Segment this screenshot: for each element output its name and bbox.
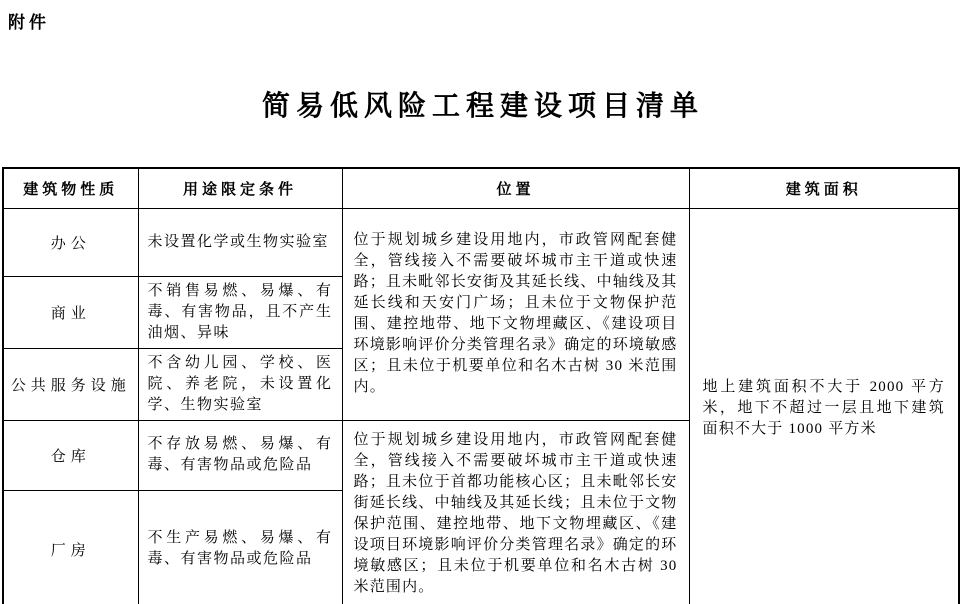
project-list-table <box>2 167 960 604</box>
cell-condition-factory: 不生产易燃、易爆、有毒、有害物品或危险品 <box>138 490 342 604</box>
cell-location-group1: 位于规划城乡建设用地内，市政管网配套健全，管线接入不需要破坏城市主干道或快速路；且未毗邻长安街及其延长线、中轴线及其延长线和天安门广场；且未位于文物保护范围、建控地带、地下文物埋藏区、《建设项目环境影响评价分类管理名录》确定的环境敏感区；且未位于机要单位和名木古树 30 米范围内。 <box>342 208 689 420</box>
cell-floor-area: 地上建筑面积不大于 2000 平方米，地下不超过一层且地下建筑面积不大于 1000 平方米 <box>689 208 959 604</box>
cell-location-group2: 位于规划城乡建设用地内，市政管网配套健全，管线接入不需要破坏城市主干道或快速路；且未位于首都功能核心区；且未毗邻长安街延长线、中轴线及其延长线；且未位于文物保护范围、建控地带、地下文物埋藏区、《建设项目环境影响评价分类管理名录》确定的环境敏感区；且未位于机要单位和名木古树 30 米范围内。 <box>342 420 689 604</box>
cell-nature-commerce: 商业 <box>3 276 138 348</box>
header-floor-area: 建筑面积 <box>689 168 959 208</box>
header-location: 位置 <box>342 168 689 208</box>
attachment-label: 附件 <box>8 13 50 32</box>
header-use-condition: 用途限定条件 <box>138 168 342 208</box>
cell-condition-commerce: 不销售易燃、易爆、有毒、有害物品，且不产生油烟、异味 <box>138 276 342 348</box>
table-row-office <box>3 208 959 276</box>
header-building-nature: 建筑物性质 <box>3 168 138 208</box>
document-title: 简易低风险工程建设项目清单 <box>261 91 704 122</box>
cell-nature-office: 办公 <box>3 208 138 276</box>
cell-condition-warehouse: 不存放易燃、易爆、有毒、有害物品或危险品 <box>138 420 342 490</box>
table-header-row <box>3 168 959 208</box>
cell-nature-public-service: 公共服务设施 <box>3 348 138 420</box>
cell-nature-factory: 厂房 <box>3 490 138 604</box>
cell-nature-warehouse: 仓库 <box>3 420 138 490</box>
cell-condition-office: 未设置化学或生物实验室 <box>138 208 342 276</box>
cell-condition-public-service: 不含幼儿园、学校、医院、养老院，未设置化学、生物实验室 <box>138 348 342 420</box>
